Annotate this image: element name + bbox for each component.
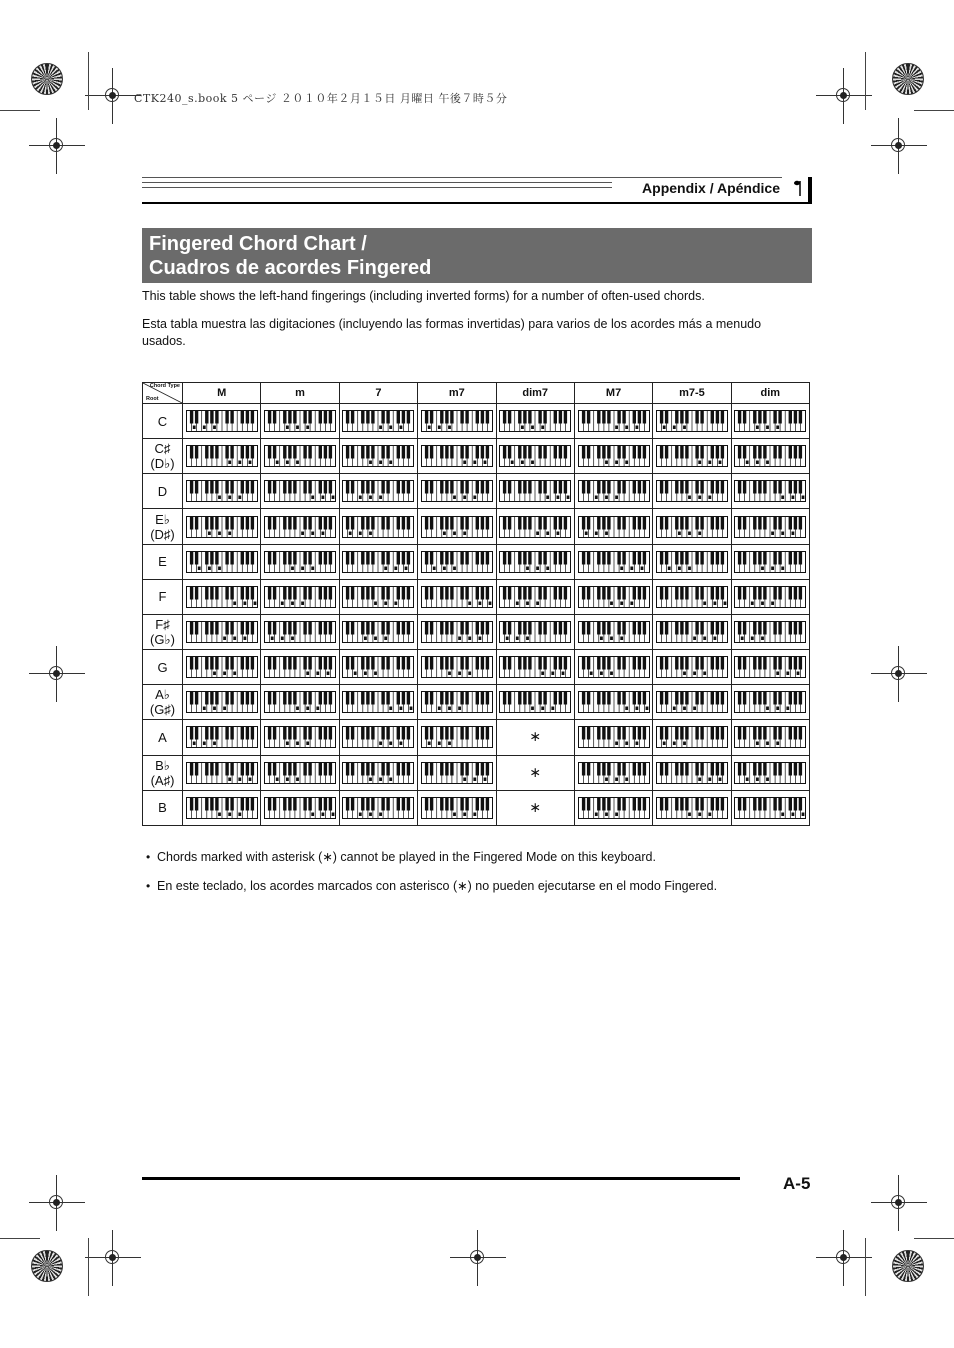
keyboard-diagram (342, 726, 414, 748)
trim-line (865, 1238, 866, 1296)
chord-cell (574, 685, 652, 720)
root-cell (143, 650, 183, 685)
table-row (143, 439, 810, 474)
chord-cell (339, 509, 417, 544)
table-row (143, 509, 810, 544)
corner-root: Root (146, 396, 159, 402)
chord-cell (418, 439, 496, 474)
section-title (142, 228, 812, 283)
section-title-line1: Fingered Chord Chart / (149, 233, 367, 255)
chord-cell (731, 544, 809, 579)
print-info: CTK240_s.book 5 ページ ２０１０年２月１５日 月曜日 午後７時５分 (134, 92, 508, 105)
keyboard-diagram (186, 691, 258, 713)
root-name: C (157, 413, 168, 429)
chord-cell (261, 404, 339, 439)
keyboard-diagram (499, 586, 571, 608)
keyboard-diagram (264, 480, 336, 502)
chord-cell (653, 685, 731, 720)
chord-cell (261, 650, 339, 685)
chord-cell (653, 790, 731, 825)
chord-cell (183, 650, 261, 685)
keyboard-diagram (578, 656, 650, 678)
root-name: C♯ (154, 441, 171, 457)
column-header: m (261, 383, 339, 404)
keyboard-diagram (656, 410, 728, 432)
chord-cell (418, 685, 496, 720)
chord-cell (653, 755, 731, 790)
trim-line (865, 52, 866, 110)
keyboard-diagram (656, 516, 728, 538)
keyboard-diagram (499, 551, 571, 573)
note-icon (790, 177, 812, 203)
chord-cell (261, 544, 339, 579)
chord-cell (339, 474, 417, 509)
keyboard-diagram (734, 445, 806, 467)
chord-cell (339, 544, 417, 579)
root-cell (143, 544, 183, 579)
trim-line (88, 1238, 89, 1296)
chord-cell (731, 755, 809, 790)
root-name: A (158, 729, 167, 745)
trim-line (0, 110, 40, 111)
keyboard-diagram (656, 797, 728, 819)
chord-cell (653, 544, 731, 579)
chord-cell (496, 790, 574, 825)
keyboard-diagram (264, 762, 336, 784)
table-row (143, 755, 810, 790)
chord-cell (183, 685, 261, 720)
chord-cell (731, 509, 809, 544)
keyboard-diagram (656, 726, 728, 748)
keyboard-diagram (342, 656, 414, 678)
chord-cell (418, 614, 496, 649)
keyboard-diagram (186, 480, 258, 502)
chord-cell (731, 614, 809, 649)
column-header: dim (731, 383, 809, 404)
chord-cell (731, 579, 809, 614)
chord-cell (183, 755, 261, 790)
keyboard-diagram (734, 586, 806, 608)
crop-mark-top-left-outer (39, 128, 75, 164)
page-header (142, 177, 812, 203)
chord-cell (418, 509, 496, 544)
keyboard-diagram (656, 762, 728, 784)
keyboard-diagram (342, 551, 414, 573)
root-name: F (158, 589, 167, 605)
column-header: 7 (339, 383, 417, 404)
keyboard-diagram (421, 410, 493, 432)
section-title-line2: Cuadros de acordes Fingered (149, 257, 432, 279)
keyboard-diagram (734, 410, 806, 432)
keyboard-diagram (421, 551, 493, 573)
chord-cell (339, 755, 417, 790)
keyboard-diagram (342, 621, 414, 643)
keyboard-diagram (578, 797, 650, 819)
unavailable-mark: ∗ (529, 728, 542, 745)
chord-cell (183, 404, 261, 439)
chord-cell (183, 509, 261, 544)
chord-cell (261, 509, 339, 544)
chord-cell (496, 579, 574, 614)
chord-cell (418, 474, 496, 509)
chord-cell (261, 685, 339, 720)
root-cell (143, 685, 183, 720)
keyboard-diagram (421, 691, 493, 713)
trim-line (914, 1238, 954, 1239)
chord-chart-table (142, 382, 810, 826)
column-header: m7 (418, 383, 496, 404)
keyboard-diagram (186, 551, 258, 573)
keyboard-diagram (186, 516, 258, 538)
registration-wheel-top-left (31, 63, 63, 95)
root-name: G (157, 659, 168, 675)
unavailable-mark: ∗ (529, 763, 542, 780)
root-cell (143, 474, 183, 509)
keyboard-diagram (578, 586, 650, 608)
column-header: M7 (574, 383, 652, 404)
chord-cell (496, 544, 574, 579)
chord-cell (574, 544, 652, 579)
keyboard-diagram (264, 586, 336, 608)
root-name: B♭ (155, 757, 170, 773)
root-cell (143, 404, 183, 439)
chord-cell (496, 439, 574, 474)
table-row (143, 544, 810, 579)
chord-cell (496, 685, 574, 720)
chord-cell (496, 474, 574, 509)
keyboard-diagram (499, 445, 571, 467)
chord-cell (574, 509, 652, 544)
keyboard-diagram (499, 656, 571, 678)
chord-cell (339, 720, 417, 755)
chord-cell (653, 650, 731, 685)
intro-spanish: Esta tabla muestra las digitaciones (incluyendo las formas invertidas) para varios de los acordes más a menudo usados. (142, 317, 762, 348)
keyboard-diagram (734, 516, 806, 538)
keyboard-diagram (342, 797, 414, 819)
chord-cell (574, 579, 652, 614)
keyboard-diagram (264, 656, 336, 678)
keyboard-diagram (734, 656, 806, 678)
crop-mark-bottom-left-outer (39, 1185, 75, 1221)
keyboard-diagram (186, 726, 258, 748)
crop-mark-bottom-left-inner (95, 1240, 131, 1276)
chord-cell (496, 755, 574, 790)
root-cell (143, 579, 183, 614)
root-alt-name: (G♭) (150, 632, 175, 648)
root-cell (143, 790, 183, 825)
keyboard-diagram (186, 797, 258, 819)
table-row (143, 650, 810, 685)
keyboard-diagram (186, 410, 258, 432)
keyboard-diagram (421, 762, 493, 784)
chord-cell (653, 404, 731, 439)
chord-cell (653, 720, 731, 755)
chord-cell (731, 439, 809, 474)
chord-cell (418, 755, 496, 790)
chord-cell (339, 614, 417, 649)
chord-cell (653, 474, 731, 509)
keyboard-diagram (499, 621, 571, 643)
keyboard-diagram (499, 480, 571, 502)
keyboard-diagram (186, 762, 258, 784)
chord-cell (261, 614, 339, 649)
chord-cell (496, 509, 574, 544)
keyboard-diagram (499, 691, 571, 713)
keyboard-diagram (656, 691, 728, 713)
keyboard-diagram (186, 656, 258, 678)
chord-cell (653, 509, 731, 544)
keyboard-diagram (578, 480, 650, 502)
root-name: E♭ (155, 511, 170, 527)
chord-cell (261, 755, 339, 790)
root-alt-name: (D♭) (150, 456, 175, 472)
keyboard-diagram (499, 516, 571, 538)
chord-cell (261, 579, 339, 614)
chord-cell (731, 650, 809, 685)
keyboard-diagram (578, 445, 650, 467)
note-english: Chords marked with asterisk (∗) cannot be played in the Fingered Mode on this keyboard. (157, 850, 656, 864)
table-row (143, 790, 810, 825)
keyboard-diagram (578, 691, 650, 713)
chord-cell (496, 614, 574, 649)
registration-wheel-top-right (892, 63, 924, 95)
keyboard-diagram (656, 445, 728, 467)
table-row (143, 404, 810, 439)
chord-cell (574, 474, 652, 509)
crop-mark-top-right-outer (881, 128, 917, 164)
keyboard-diagram (734, 797, 806, 819)
trim-line (914, 110, 954, 111)
root-alt-name: (D♯) (150, 526, 175, 542)
keyboard-diagram (264, 516, 336, 538)
chord-cell (418, 404, 496, 439)
keyboard-diagram (499, 410, 571, 432)
root-name: A♭ (155, 687, 170, 703)
keyboard-diagram (656, 551, 728, 573)
keyboard-diagram (264, 410, 336, 432)
keyboard-diagram (734, 551, 806, 573)
keyboard-diagram (656, 621, 728, 643)
root-alt-name: (G♯) (149, 702, 176, 718)
chord-cell (496, 650, 574, 685)
unavailable-mark: ∗ (529, 798, 542, 815)
chord-cell (183, 790, 261, 825)
keyboard-diagram (578, 762, 650, 784)
table-row (143, 579, 810, 614)
keyboard-diagram (578, 410, 650, 432)
chord-cell (339, 650, 417, 685)
keyboard-diagram (734, 621, 806, 643)
keyboard-diagram (578, 621, 650, 643)
chord-cell (653, 614, 731, 649)
chord-cell (574, 650, 652, 685)
keyboard-diagram (342, 410, 414, 432)
keyboard-diagram (421, 726, 493, 748)
keyboard-diagram (186, 586, 258, 608)
chord-cell (261, 439, 339, 474)
chord-cell (183, 614, 261, 649)
keyboard-diagram (421, 586, 493, 608)
chord-cell (574, 790, 652, 825)
chord-cell (418, 579, 496, 614)
chord-cell (339, 404, 417, 439)
keyboard-diagram (421, 656, 493, 678)
note-spanish: En este teclado, los acordes marcados con asterisco (∗) no pueden ejecutarse en el modo Fingered. (157, 879, 718, 893)
registration-wheel-bottom-right (892, 1250, 924, 1282)
column-header: M (183, 383, 261, 404)
root-name: D (157, 483, 168, 499)
root-cell (143, 509, 183, 544)
keyboard-diagram (264, 551, 336, 573)
chord-cell (731, 474, 809, 509)
chord-cell (183, 439, 261, 474)
corner-chord-type: Chord Type (149, 383, 180, 389)
chord-cell (339, 685, 417, 720)
chord-cell (183, 544, 261, 579)
chord-cell (261, 474, 339, 509)
chord-cell (261, 790, 339, 825)
keyboard-diagram (656, 586, 728, 608)
crop-mark-bottom-right-inner (826, 1240, 862, 1276)
keyboard-diagram (264, 621, 336, 643)
chord-cell (574, 404, 652, 439)
root-cell (143, 614, 183, 649)
chord-cell (418, 720, 496, 755)
chord-cell (339, 790, 417, 825)
chord-cell (339, 579, 417, 614)
chord-cell (653, 579, 731, 614)
keyboard-diagram (342, 762, 414, 784)
root-name: F♯ (155, 617, 170, 633)
keyboard-diagram (656, 480, 728, 502)
crop-mark-mid-right (881, 656, 917, 692)
chord-cell (261, 720, 339, 755)
crop-mark-top-right-inner (826, 78, 862, 114)
keyboard-diagram (264, 726, 336, 748)
keyboard-diagram (342, 445, 414, 467)
header-title: Appendix / Apéndice (642, 180, 780, 196)
chord-cell (496, 720, 574, 755)
page-number: A-5 (783, 1174, 811, 1193)
column-header: dim7 (496, 383, 574, 404)
registration-wheel-bottom-left (31, 1250, 63, 1282)
keyboard-diagram (578, 551, 650, 573)
keyboard-diagram (656, 656, 728, 678)
root-name: E (158, 554, 167, 570)
keyboard-diagram (421, 480, 493, 502)
chord-cell (653, 439, 731, 474)
table-row (143, 685, 810, 720)
table-header-row (143, 383, 810, 404)
keyboard-diagram (734, 480, 806, 502)
chord-cell (574, 720, 652, 755)
keyboard-diagram (342, 691, 414, 713)
footer-rule (142, 1177, 740, 1180)
crop-mark-bottom-right-outer (881, 1185, 917, 1221)
keyboard-diagram (342, 480, 414, 502)
column-header: m7-5 (653, 383, 731, 404)
bullet-marker: • (146, 850, 151, 864)
chord-cell (731, 404, 809, 439)
chord-cell (183, 579, 261, 614)
crop-mark-bottom-center (460, 1240, 496, 1276)
chord-cell (731, 685, 809, 720)
keyboard-diagram (734, 762, 806, 784)
chord-cell (574, 755, 652, 790)
root-name: B (158, 800, 167, 816)
keyboard-diagram (342, 516, 414, 538)
table-row (143, 474, 810, 509)
keyboard-diagram (421, 445, 493, 467)
keyboard-diagram (264, 691, 336, 713)
keyboard-diagram (734, 691, 806, 713)
crop-mark-mid-left (39, 656, 75, 692)
root-cell (143, 720, 183, 755)
keyboard-diagram (578, 726, 650, 748)
crop-mark-top-left-inner (95, 78, 131, 114)
keyboard-diagram (186, 621, 258, 643)
chord-cell (418, 544, 496, 579)
keyboard-diagram (421, 516, 493, 538)
keyboard-diagram (578, 516, 650, 538)
trim-line (0, 1238, 40, 1239)
chord-cell (183, 720, 261, 755)
table-row (143, 720, 810, 755)
chord-cell (731, 720, 809, 755)
chord-cell (339, 439, 417, 474)
chord-cell (496, 404, 574, 439)
root-cell (143, 439, 183, 474)
keyboard-diagram (734, 726, 806, 748)
chord-cell (418, 790, 496, 825)
keyboard-diagram (342, 586, 414, 608)
chord-cell (418, 650, 496, 685)
keyboard-diagram (264, 445, 336, 467)
bullet-marker: • (146, 879, 151, 893)
keyboard-diagram (186, 445, 258, 467)
intro-english: This table shows the left-hand fingerings (including inverted forms) for a number of often-used chords. (142, 289, 705, 303)
chord-cell (731, 790, 809, 825)
table-row (143, 614, 810, 649)
root-alt-name: (A♯) (150, 772, 175, 788)
chord-cell (574, 614, 652, 649)
keyboard-diagram (264, 797, 336, 819)
trim-line (88, 52, 89, 110)
chord-cell (183, 474, 261, 509)
table-corner (143, 383, 183, 404)
keyboard-diagram (421, 797, 493, 819)
keyboard-diagram (421, 621, 493, 643)
root-cell (143, 755, 183, 790)
chord-cell (574, 439, 652, 474)
